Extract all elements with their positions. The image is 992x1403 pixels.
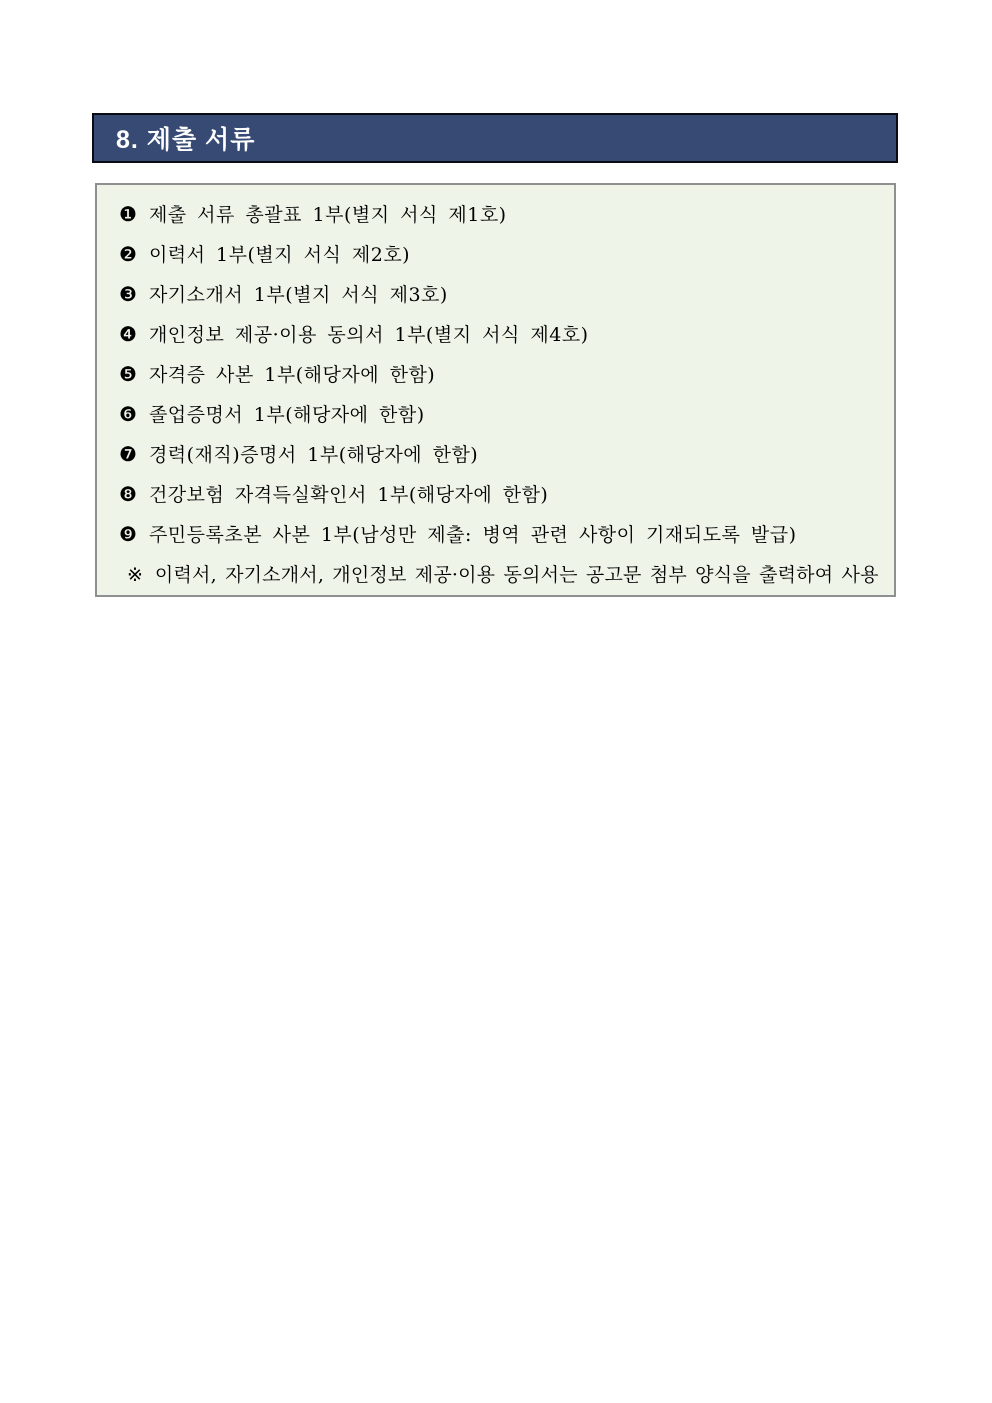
list-item	[119, 240, 880, 280]
number-7-circle-icon: ❼	[119, 442, 137, 466]
section-title: 8. 제출 서류	[116, 126, 256, 154]
list-item	[119, 480, 880, 520]
number-2-circle-icon: ❷	[119, 242, 137, 266]
number-3-circle-icon: ❸	[119, 282, 137, 306]
number-8-circle-icon: ❽	[119, 482, 137, 506]
number-6-circle-icon: ❻	[119, 402, 137, 426]
item-text: 자격증 사본 1부(해당자에 한함)	[148, 364, 436, 386]
number-9-circle-icon: ❾	[119, 522, 137, 546]
item-text: 주민등록초본 사본 1부(남성만 제출: 병역 관련 사항이 기재되도록 발급)	[148, 524, 797, 546]
reference-mark-icon: ※	[127, 564, 143, 586]
list-item	[119, 360, 880, 400]
item-text: 졸업증명서 1부(해당자에 한함)	[148, 404, 425, 426]
number-1-circle-icon: ❶	[119, 202, 137, 226]
item-text: 개인정보 제공·이용 동의서 1부(별지 서식 제4호)	[148, 324, 589, 346]
number-5-circle-icon: ❺	[119, 362, 137, 386]
list-item	[119, 400, 880, 440]
note-row	[119, 560, 880, 600]
list-item	[119, 200, 880, 240]
submission-documents-box	[95, 183, 896, 597]
item-text: 제출 서류 총괄표 1부(별지 서식 제1호)	[148, 204, 507, 226]
list-item	[119, 440, 880, 480]
item-text: 이력서 1부(별지 서식 제2호)	[148, 244, 411, 266]
item-text: 건강보험 자격득실확인서 1부(해당자에 한함)	[148, 484, 549, 506]
section-header	[92, 113, 898, 163]
item-text: 경력(재직)증명서 1부(해당자에 한함)	[148, 444, 479, 466]
number-4-circle-icon: ❹	[119, 322, 137, 346]
list-item	[119, 320, 880, 360]
item-text: 자기소개서 1부(별지 서식 제3호)	[148, 284, 448, 306]
list-item	[119, 280, 880, 320]
note-text: 이력서, 자기소개서, 개인정보 제공·이용 동의서는 공고문 첨부 양식을 출력하여 사용	[154, 564, 879, 586]
list-item	[119, 520, 880, 560]
